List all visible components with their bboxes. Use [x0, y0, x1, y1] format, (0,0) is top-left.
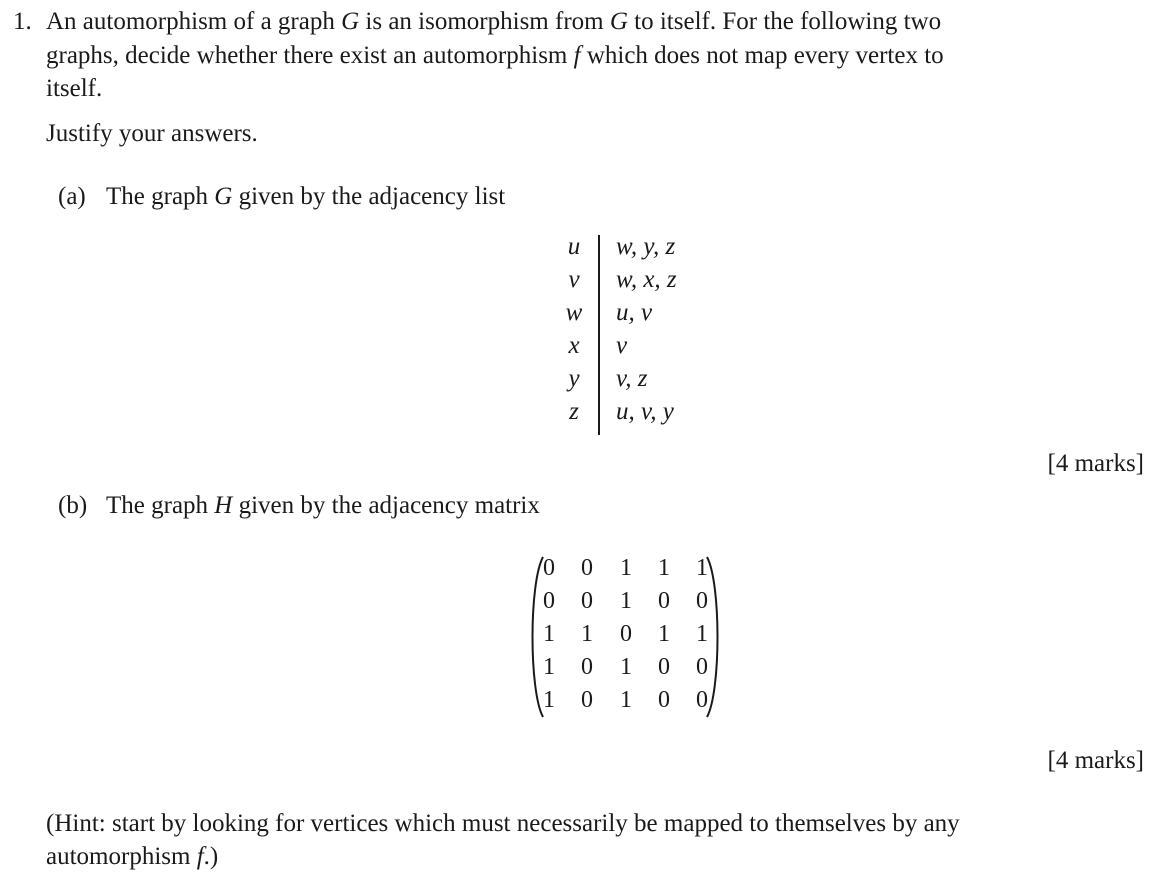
matrix-cell: 1 [543, 654, 555, 680]
matrix-cell: 0 [696, 588, 708, 614]
matrix-cell: 0 [696, 654, 708, 680]
math-function-f: f [196, 843, 204, 870]
math-graph-g: G [609, 8, 628, 35]
part-a-marks: [4 marks] [1047, 450, 1144, 477]
adjacency-neighbors: w, y, z [616, 233, 676, 260]
part-a-heading [58, 183, 505, 211]
part-b-text: given by the adjacency matrix [232, 492, 540, 519]
matrix-cell: 0 [658, 687, 670, 713]
intro-line-1 [46, 8, 941, 36]
matrix-cell: 1 [543, 621, 555, 647]
adjacency-neighbors: u, v, y [616, 398, 674, 425]
matrix-cell: 1 [581, 621, 593, 647]
matrix-cell: 0 [696, 687, 708, 713]
hint-line-1: (Hint: start by looking for vertices which must necessarily be mapped to themselves by any [46, 810, 960, 837]
part-a-label: (a) [58, 183, 86, 210]
part-b-text: The graph [106, 492, 215, 519]
intro-text: which does not map every vertex to [580, 42, 944, 69]
matrix-cell: 1 [658, 621, 670, 647]
matrix-cell: 0 [543, 588, 555, 614]
matrix-cell: 1 [658, 555, 670, 581]
hint-line-2 [46, 843, 218, 871]
question-number: 1. [13, 8, 32, 35]
hint-text: .) [203, 843, 219, 870]
intro-line-3: itself. [46, 75, 103, 102]
adjacency-row [556, 233, 736, 266]
adjacency-matrix [527, 553, 723, 721]
adjacency-vertex: y [568, 365, 580, 392]
intro-text: to itself. For the following two [627, 8, 942, 35]
matrix-cell: 0 [581, 588, 593, 614]
intro-line-2 [46, 42, 944, 70]
part-b-marks: [4 marks] [1047, 747, 1144, 774]
matrix-cell: 1 [543, 687, 555, 713]
adjacency-neighbors: u, v [616, 299, 653, 326]
part-b-label: (b) [58, 492, 88, 519]
adjacency-row [556, 266, 736, 299]
math-graph-g: G [341, 8, 360, 35]
adjacency-vertex: z [569, 398, 579, 425]
part-a-text: given by the adjacency list [232, 183, 506, 210]
math-graph-h: H [214, 492, 233, 519]
matrix-cell: 0 [581, 555, 593, 581]
part-b-heading [58, 492, 540, 520]
math-function-f: f [573, 42, 581, 69]
matrix-cell: 1 [696, 621, 708, 647]
matrix-cell: 0 [658, 588, 670, 614]
intro-text: An automorphism of a graph [46, 8, 342, 35]
matrix-cell: 0 [620, 621, 632, 647]
hint-text: automorphism [46, 843, 197, 870]
adjacency-neighbors: w, x, z [616, 266, 677, 293]
adjacency-neighbors: v, z [616, 365, 648, 392]
matrix-cell: 0 [658, 654, 670, 680]
adjacency-row [556, 365, 736, 398]
matrix-cell: 1 [620, 555, 632, 581]
adjacency-vertex: w [565, 299, 583, 326]
matrix-cell: 0 [581, 687, 593, 713]
adjacency-row [556, 398, 736, 431]
matrix-cell: 1 [696, 555, 708, 581]
intro-text: is an isomorphism from [359, 8, 610, 35]
math-graph-g: G [214, 183, 233, 210]
part-a-text: The graph [106, 183, 215, 210]
adjacency-row [556, 299, 736, 332]
matrix-cell: 1 [620, 654, 632, 680]
adjacency-row [556, 332, 736, 365]
adjacency-vertex: u [567, 233, 581, 260]
adjacency-neighbors: v [616, 332, 628, 359]
matrix-cell: 1 [620, 687, 632, 713]
matrix-cell: 0 [581, 654, 593, 680]
adjacency-vertex: x [568, 332, 580, 359]
intro-text: graphs, decide whether there exist an automorphism [46, 42, 574, 69]
adjacency-list [556, 233, 736, 436]
matrix-cell: 1 [620, 588, 632, 614]
matrix-cell: 0 [543, 555, 555, 581]
justify-instruction: Justify your answers. [46, 120, 258, 147]
adjacency-vertex: v [568, 266, 580, 293]
